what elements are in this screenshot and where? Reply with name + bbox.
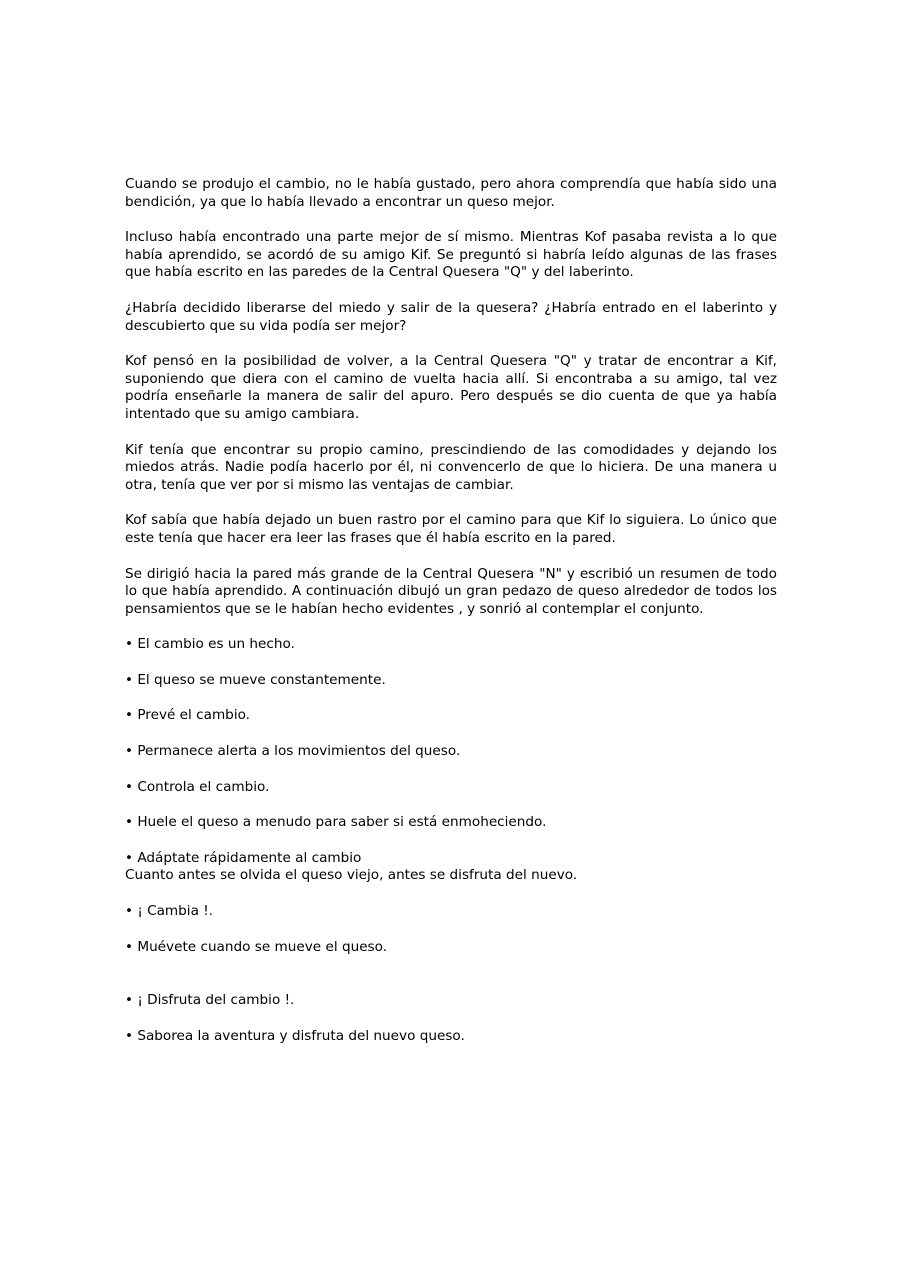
bullet-item: • Prevé el cambio.: [125, 707, 250, 724]
bullet-note: Cuanto antes se olvida el queso viejo, antes se disfruta del nuevo.: [125, 867, 578, 884]
paragraph: Kof pensó en la posibilidad de volver, a la Central Quesera "Q" y tratar de encontrar a Kif, suponiendo que diera con el camino de vuelta hacia allí. Si encontraba a su amigo, tal vez podría enseñarle la manera de salir del apuro. Pero después se dio cuenta de que ya había intentado que su amigo cambiara.: [125, 353, 777, 422]
bullet-item: • El cambio es un hecho.: [125, 636, 295, 653]
paragraph: Incluso había encontrado una parte mejor de sí mismo. Mientras Kof pasaba revista a lo que había aprendido, se acordó de su amigo Kif. Se preguntó si habría leído algunas de las frases que había escrito en las paredes de la Central Quesera "Q" y del laberinto.: [125, 229, 777, 281]
paragraph: Cuando se produjo el cambio, no le había gustado, pero ahora comprendía que había sido una bendición, ya que lo había llevado a encontrar un queso mejor.: [125, 176, 777, 210]
bullet-item: • Adáptate rápidamente al cambio: [125, 849, 362, 866]
bullet-item: • Controla el cambio.: [125, 778, 270, 795]
bullet-group: [125, 850, 777, 885]
bullet-item: • ¡ Cambia !.: [125, 903, 214, 920]
bullet-item: • Saborea la aventura y disfruta del nuevo queso.: [125, 1027, 465, 1044]
bullet-item: • Muévete cuando se mueve el queso.: [125, 938, 388, 955]
bullet-item: • El queso se mueve constantemente.: [125, 671, 386, 688]
paragraph: Kof sabía que había dejado un buen rastro por el camino para que Kif lo siguiera. Lo único que este tenía que hacer era leer las frases que él había escrito en la pared.: [125, 512, 777, 546]
paragraph: Kif tenía que encontrar su propio camino, prescindiendo de las comodidades y dejando los miedos atrás. Nadie podía hacerlo por él, ni convencerlo de que lo hiciera. De una manera u otra, tenía que ver por si mismo las ventajas de cambiar.: [125, 441, 777, 493]
bullet-item: • Huele el queso a menudo para saber si está enmoheciendo.: [125, 814, 547, 831]
paragraph: Se dirigió hacia la pared más grande de la Central Quesera "N" y escribió un resumen de todo lo que había aprendido. A continuación dibujó un gran pedazo de queso alrededor de todos los pensamientos que se le habían hecho evidentes , y sonrió al contemplar el conjunto.: [125, 565, 777, 617]
document-page: [125, 176, 777, 1063]
bullet-item: • Permanece alerta a los movimientos del queso.: [125, 743, 461, 760]
paragraph: ¿Habría decidido liberarse del miedo y salir de la quesera? ¿Habría entrado en el laberinto y descubierto que su vida podía ser mejor?: [125, 299, 777, 334]
bullet-item: • ¡ Disfruta del cambio !.: [125, 992, 295, 1009]
